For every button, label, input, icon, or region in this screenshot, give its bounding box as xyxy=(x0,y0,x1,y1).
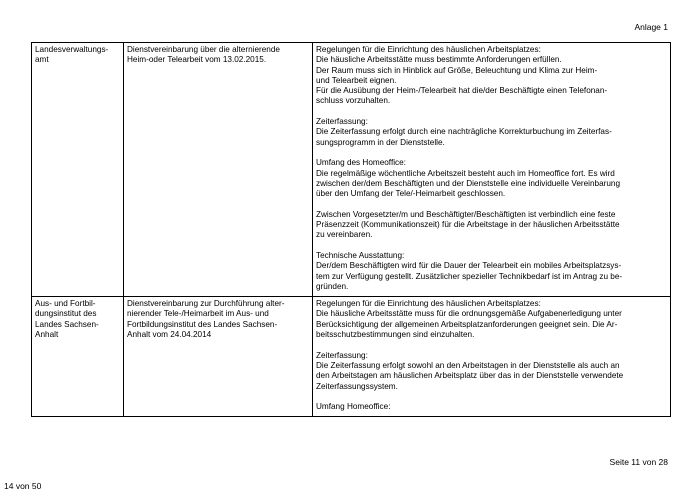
text-line: Heim-oder Telearbeit vom 13.02.2015. xyxy=(127,55,267,65)
text-line: Regelungen für die Einrichtung des häuslichen Arbeitsplatzes: xyxy=(316,299,541,309)
text-line: Dienstvereinbarung über die alternierende xyxy=(127,45,280,54)
text-line: Zeiterfassung: xyxy=(316,117,368,127)
paragraph-presence-time xyxy=(316,210,667,241)
text-line: Die häusliche Arbeitsstätte muss für die ordnungsgemäße Aufgabenerledigung unter xyxy=(316,309,622,319)
paragraph-homeoffice-scope xyxy=(316,402,667,412)
text-line: Präsenzzeit (Kommunikationszeit) für die Arbeitstage in der häuslichen Arbeitsstätte xyxy=(316,220,620,230)
text-line: Die regelmäßige wöchentliche Arbeitszeit besteht auch im Homeoffice fort. Es wird xyxy=(316,168,615,178)
agreement-cell xyxy=(124,297,313,417)
paragraph-workplace xyxy=(316,45,667,107)
text-line: Anhalt vom 24.04.2014 xyxy=(127,330,212,340)
annex-label: Anlage 1 xyxy=(634,22,668,32)
text-line: Die Zeiterfassung erfolgt durch eine nachträgliche Korrekturbuchung im Zeiterfas- xyxy=(316,127,612,137)
text-line: Anhalt xyxy=(35,330,59,340)
regulation-details-cell xyxy=(313,297,671,417)
institution-cell xyxy=(32,43,124,297)
table-row xyxy=(32,43,671,297)
text-line: Der/dem Beschäftigten wird für die Dauer der Telearbeit ein mobiles Arbeitsplatzsys- xyxy=(316,261,622,271)
text-line: Umfang Homeoffice: xyxy=(316,402,391,412)
regulations-table xyxy=(31,42,671,417)
paragraph-time-recording xyxy=(316,117,667,148)
text-line: zu vereinbaren. xyxy=(316,230,373,240)
institution-cell xyxy=(32,297,124,417)
text-line: tem zur Verfügung gestellt. Zusätzlicher spezieller Technikbedarf ist im Antrag zu be- xyxy=(316,271,623,281)
paragraph-equipment xyxy=(316,251,667,292)
page-number: Seite 11 von 28 xyxy=(609,457,668,467)
paragraph-homeoffice-scope xyxy=(316,158,667,199)
text-line: Dienstvereinbarung zur Durchführung alter- xyxy=(127,299,285,309)
text-line: schluss vorzuhalten. xyxy=(316,96,391,106)
regulation-details-cell xyxy=(313,43,671,297)
text-line: dungsinstitut des xyxy=(35,309,97,319)
text-line: Technische Ausstattung: xyxy=(316,250,405,260)
text-line: Fortbildungsinstitut des Landes Sachsen- xyxy=(127,319,278,329)
agreement-cell xyxy=(124,43,313,297)
text-line: Landesverwaltungs- xyxy=(35,45,109,54)
text-line: gründen. xyxy=(316,281,349,291)
text-line: Der Raum muss sich in Hinblick auf Größe, Beleuchtung und Klima zur Heim- xyxy=(316,65,598,75)
text-line: Aus- und Fortbil- xyxy=(35,299,96,309)
document-page-number: 14 von 50 xyxy=(4,481,42,491)
text-line: zwischen der/dem Beschäftigten und der Dienststelle eine individuelle Vereinbarung xyxy=(316,178,621,188)
text-line: beitsschutzbestimmungen sind einzuhalten. xyxy=(316,330,475,340)
text-line: über den Umfang der Tele/-Heimarbeit geschlossen. xyxy=(316,189,506,199)
text-line: Die Zeiterfassung erfolgt sowohl an den Arbeitstagen in der Dienststelle als auch an xyxy=(316,360,620,370)
paragraph-workplace xyxy=(316,299,667,340)
text-line: Umfang des Homeoffice: xyxy=(316,158,406,168)
text-line: den Arbeitstagen am häuslichen Arbeitsplatz über das in der Dienststelle verwendete xyxy=(316,371,624,381)
text-line: amt xyxy=(35,55,49,65)
text-line: Zwischen Vorgesetzter/m und Beschäftigter/Beschäftigten ist verbindlich eine feste xyxy=(316,209,616,219)
text-line: und Telearbeit eignen. xyxy=(316,75,397,85)
text-line: Zeiterfassungssystem. xyxy=(316,381,398,391)
text-line: Die häusliche Arbeitsstätte muss bestimmte Anforderungen erfüllen. xyxy=(316,55,562,65)
text-line: Regelungen für die Einrichtung des häuslichen Arbeitsplatzes: xyxy=(316,45,541,54)
paragraph-time-recording xyxy=(316,351,667,392)
text-line: sungsprogramm in der Dienststelle. xyxy=(316,137,445,147)
text-line: Für die Ausübung der Heim-/Telearbeit hat die/der Beschäftigte einen Telefonan- xyxy=(316,86,608,96)
text-line: Zeiterfassung: xyxy=(316,350,368,360)
text-line: nierender Tele-/Heimarbeit im Aus- und xyxy=(127,309,269,319)
text-line: Berücksichtigung der allgemeinen Arbeitsplatzanforderungen geeignet sein. Die Ar- xyxy=(316,319,618,329)
text-line: Landes Sachsen- xyxy=(35,319,99,329)
table-row xyxy=(32,297,671,417)
